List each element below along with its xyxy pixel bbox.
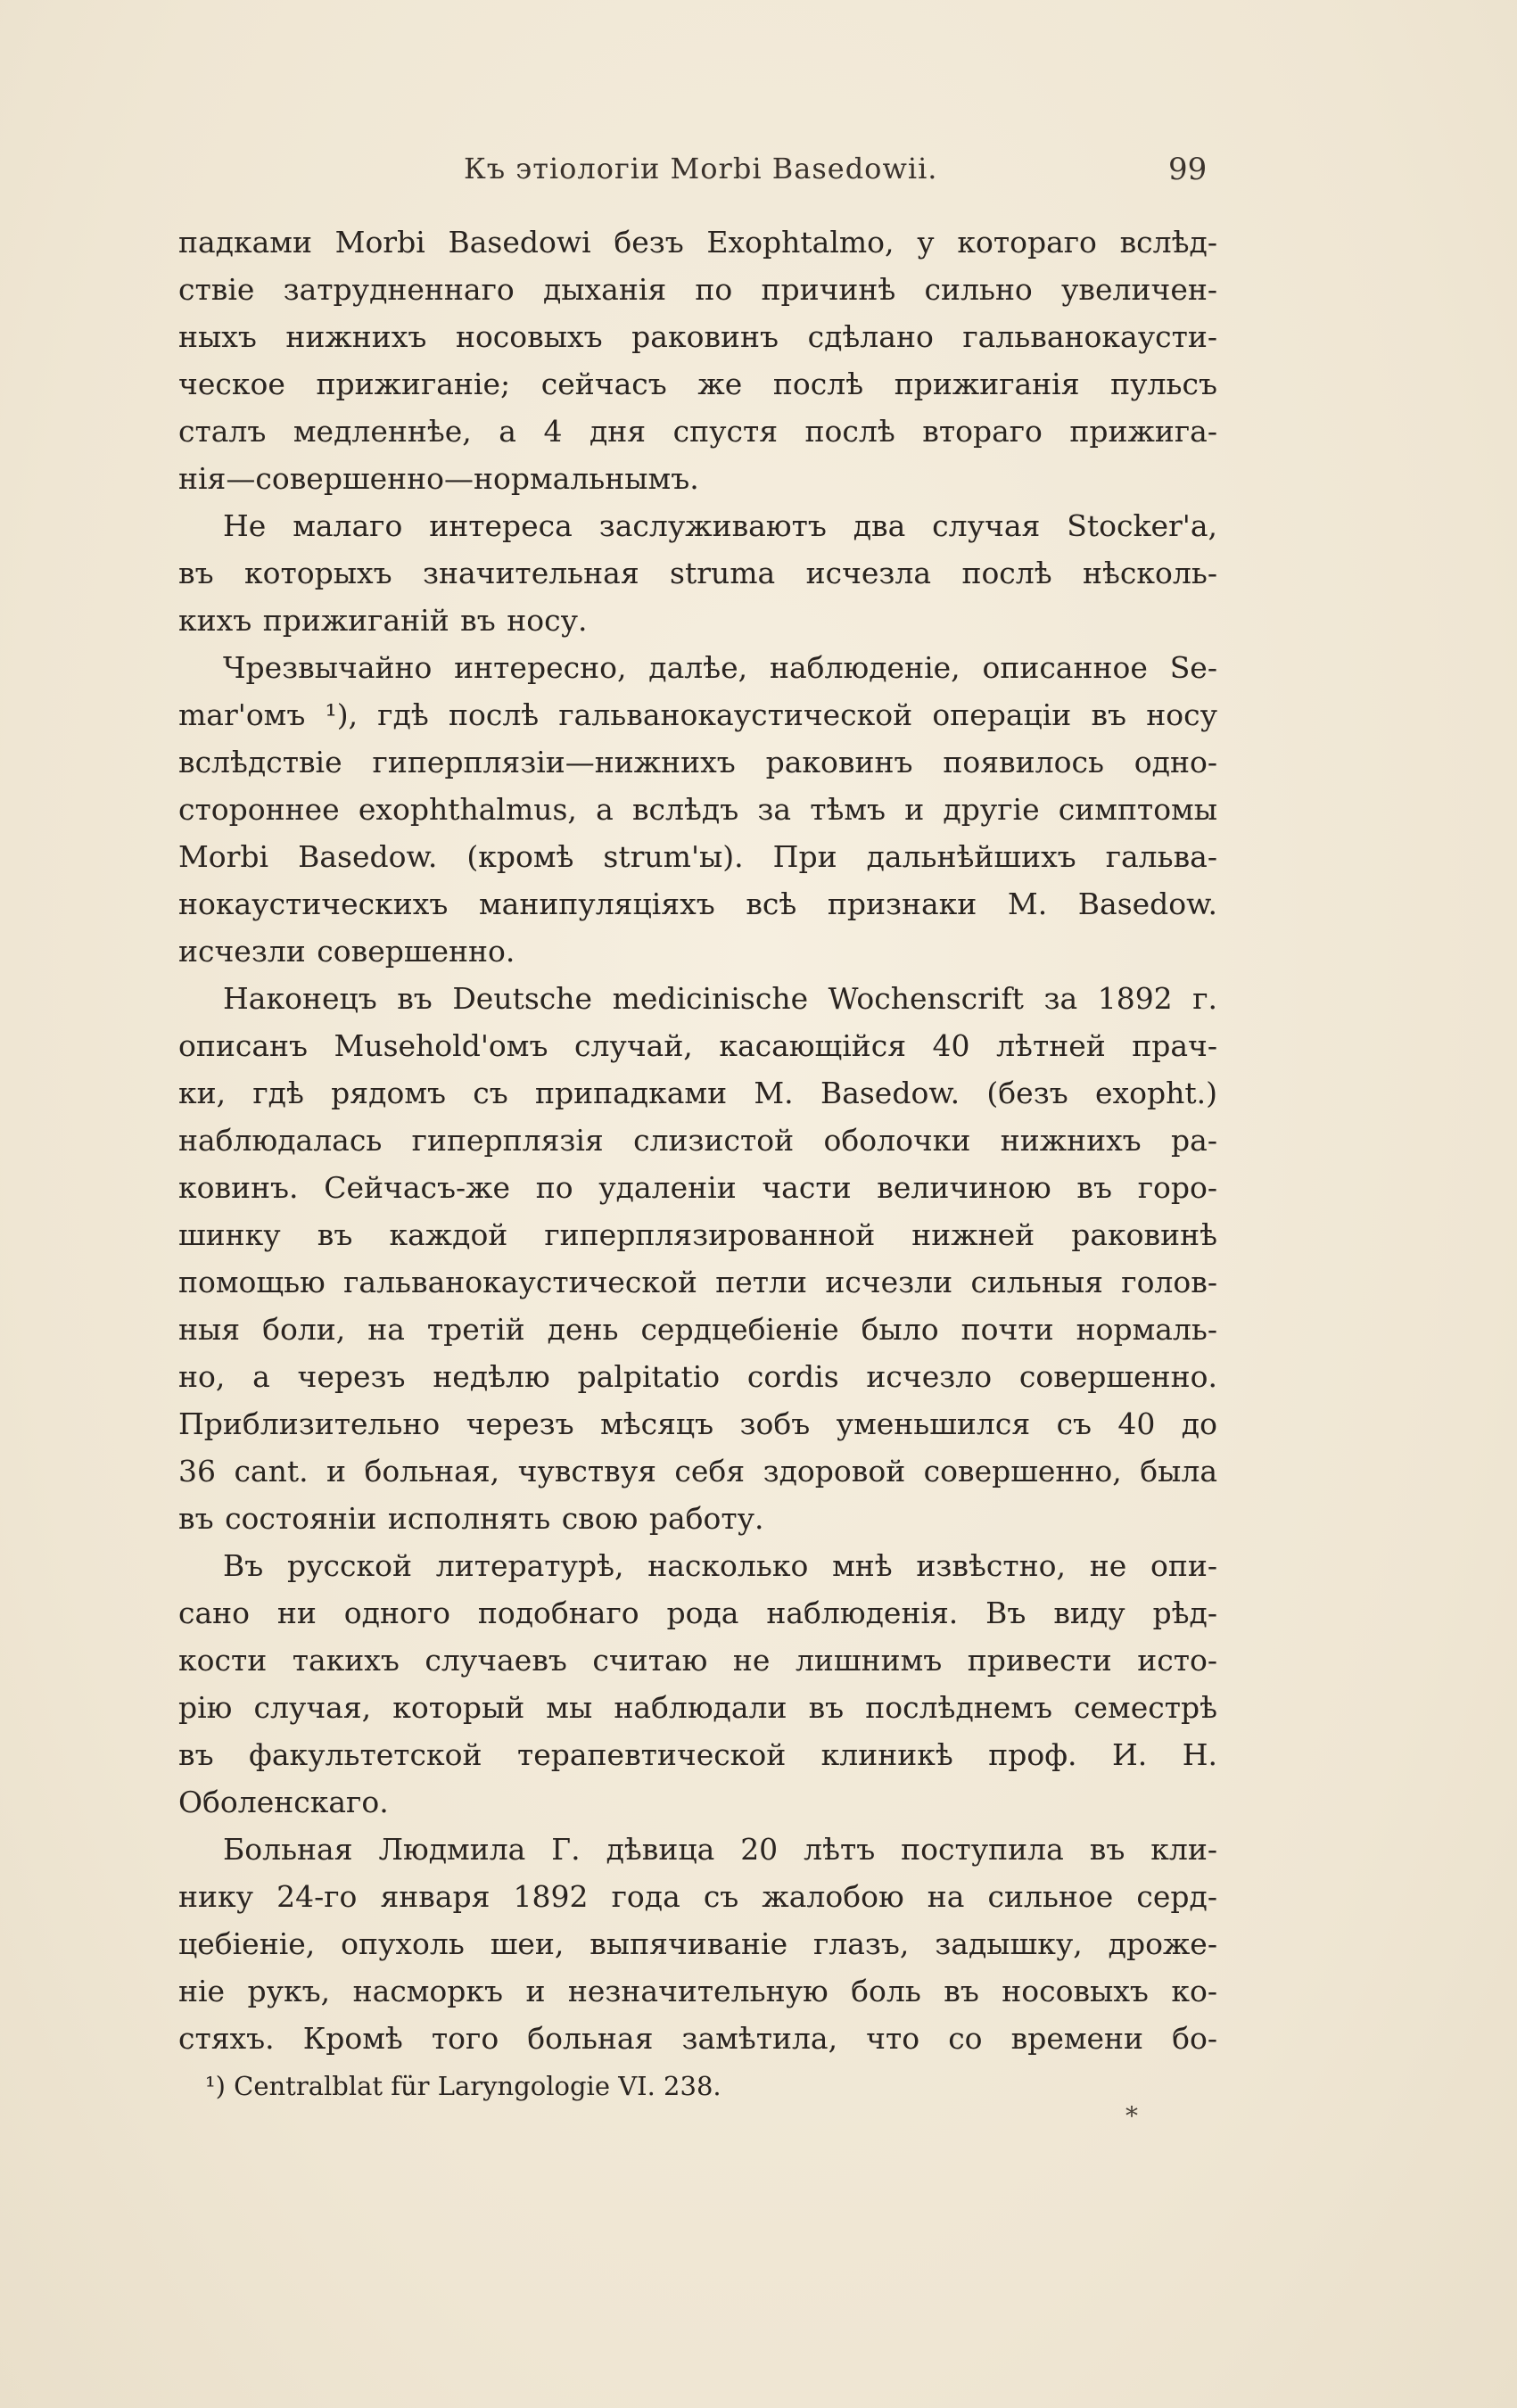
text-line: нику 24-го января 1892 года съ жалобою на сильное серд- [178, 1879, 1217, 1914]
text-line: ковинъ. Сейчасъ-же по удаленіи части величиною въ горо- [178, 1170, 1217, 1205]
text-line: Оболенскаго. [178, 1785, 389, 1819]
text-line: 36 cant. и больная, чувствуя себя здоровой совершенно, была [178, 1454, 1217, 1489]
text-line: Не малаго интереса заслуживаютъ два случая Stocker'a, [223, 508, 1217, 543]
text-line: стяхъ. Кромѣ того больная замѣтила, что со времени бо- [178, 2021, 1217, 2056]
text-line: mar'омъ ¹), гдѣ послѣ гальванокаустической операціи въ носу [178, 697, 1217, 732]
text-line: вслѣдствіе гиперплязіи—нижнихъ раковинъ появилось одно- [178, 745, 1217, 779]
text-line: Въ русской литературѣ, насколько мнѣ извѣстно, не опи- [223, 1548, 1217, 1583]
text-line: ніе рукъ, насморкъ и незначительную боль въ носовыхъ ко- [178, 1974, 1217, 2008]
text-line: въ факультетской терапевтической клиникѣ проф. И. Н. [178, 1737, 1217, 1772]
page-number: 99 [1168, 152, 1208, 187]
text-line: въ которыхъ значительная struma исчезла послѣ нѣсколь- [178, 556, 1217, 590]
text-line: Чрезвычайно интересно, далѣе, наблюденіе, описанное Se- [223, 650, 1217, 685]
body-text [178, 219, 1217, 2062]
text-line: но, а черезъ недѣлю palpitatio cordis исчезло совершенно. [178, 1359, 1217, 1394]
text-line: ческое прижиганіе; сейчасъ же послѣ прижиганія пульсъ [178, 367, 1217, 401]
text-line: ки, гдѣ рядомъ съ припадками M. Basedow. (безъ exopht.) [178, 1076, 1217, 1110]
text-line: цебіеніе, опухоль шеи, выпячиваніе глазъ, задышку, дрожe- [178, 1926, 1217, 1961]
text-line: стороннее exophthalmus, а вслѣдъ за тѣмъ и другіе симптомы [178, 792, 1217, 827]
text-line: ныя боли, на третій день сердцебіеніе было почти нормаль- [178, 1312, 1217, 1347]
text-line: Больная Людмила Г. дѣвица 20 лѣтъ поступила въ кли- [223, 1832, 1217, 1867]
text-line: ныхъ нижнихъ носовыхъ раковинъ сдѣлано гальванокаусти- [178, 319, 1217, 354]
text-line: исчезли совершенно. [178, 934, 515, 969]
running-title: Къ этіологіи Morbi Basedowii. [464, 152, 938, 186]
text-line: въ состояніи исполнять свою работу. [178, 1501, 764, 1536]
text-line: нія—совершенно—нормальнымъ. [178, 461, 699, 496]
text-line: кости такихъ случаевъ считаю не лишнимъ привести исто- [178, 1643, 1217, 1678]
text-line: рію случая, который мы наблюдали въ послѣднемъ семестрѣ [178, 1690, 1217, 1725]
text-line: шинку въ каждой гиперплязированной нижней раковинѣ [178, 1217, 1217, 1252]
footnote: ¹) Centralblat für Laryngologie VI. 238. [205, 2071, 721, 2101]
text-line: Наконецъ въ Deutsche medicinische Wochenscrift за 1892 г. [223, 981, 1217, 1016]
text-line: сано ни одного подобнаго рода наблюденія. Въ виду рѣд- [178, 1596, 1217, 1630]
signature-mark: * [1125, 2101, 1138, 2131]
text-line: кихъ прижиганій въ носу. [178, 603, 588, 638]
text-line: нокаустическихъ манипуляціяхъ всѣ признаки M. Basedow. [178, 887, 1217, 921]
text-line: ствіе затрудненнаго дыханія по причинѣ сильно увеличен- [178, 272, 1217, 307]
text-line: описанъ Musehold'омъ случай, касающійся 40 лѣтней прач- [178, 1028, 1217, 1063]
text-line: наблюдалась гиперплязія слизистой оболочки нижнихъ ра- [178, 1123, 1217, 1158]
text-line: Приблизительно черезъ мѣсяцъ зобъ уменьшился съ 40 до [178, 1406, 1217, 1441]
text-line: помощью гальванокаустической петли исчезли сильныя голов- [178, 1265, 1217, 1299]
running-head [0, 152, 1517, 196]
text-line: Morbi Basedow. (кромѣ strum'ы). При дальнѣйшихъ гальва- [178, 839, 1217, 874]
text-line: падками Morbi Basedowi безъ Exophtalmo, у котораго вслѣд- [178, 225, 1217, 260]
text-line: сталъ медленнѣе, а 4 дня спустя послѣ втораго прижига- [178, 414, 1217, 449]
